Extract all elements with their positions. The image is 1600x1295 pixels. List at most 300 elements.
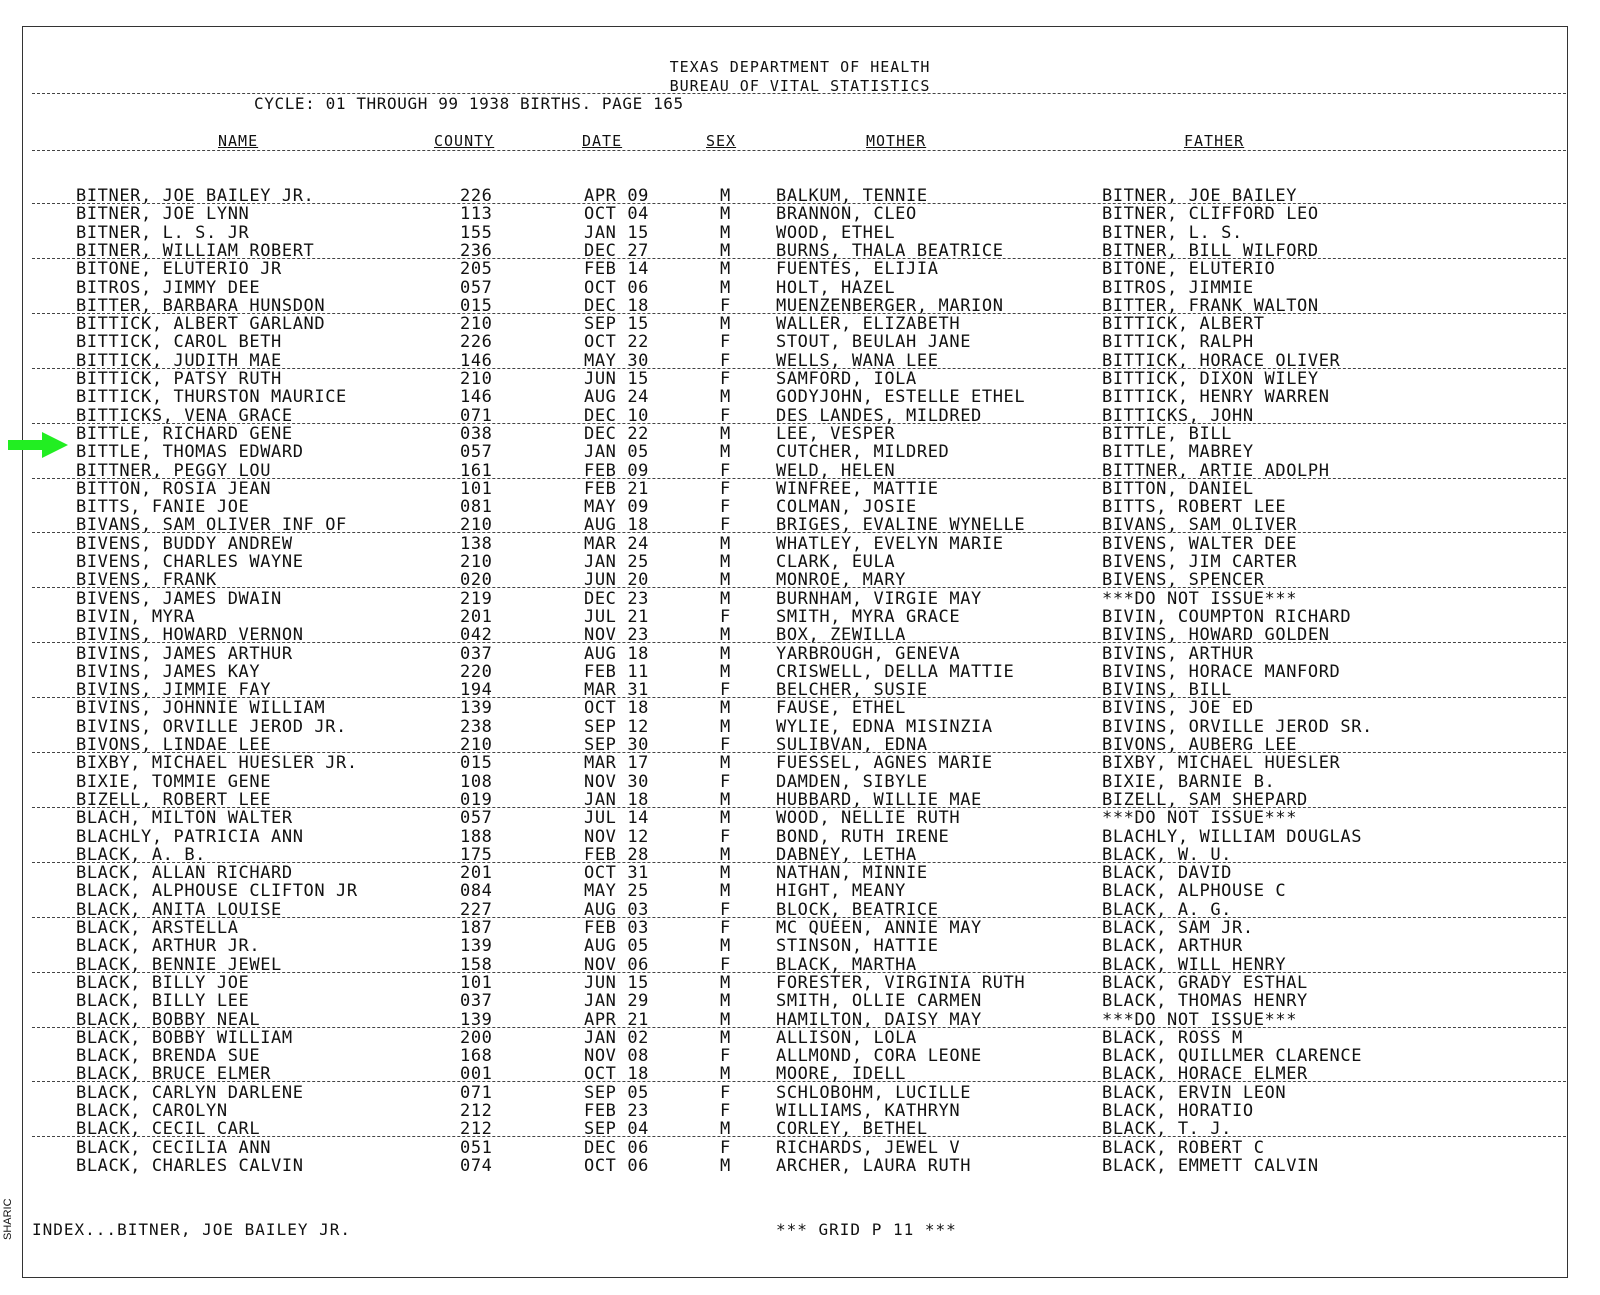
col-header-sex: SEX — [706, 132, 737, 150]
row-name: BITROS, JIMMY DEE — [76, 277, 261, 298]
side-label: SHARIC — [2, 1198, 14, 1240]
row-name: BIXBY, MICHAEL HUESLER JR. — [76, 753, 358, 774]
col-header-county: COUNTY — [434, 132, 495, 150]
row-father: BITTICK, RALPH — [1102, 332, 1254, 353]
row-county: 201 — [460, 863, 493, 884]
cycle-line: CYCLE: 01 THROUGH 99 1938 BIRTHS. PAGE 165 — [254, 94, 684, 113]
row-father: BIVINS, JOE ED — [1102, 698, 1254, 719]
row-sex: M — [720, 222, 731, 243]
row-county: 139 — [460, 698, 493, 719]
row-county: 168 — [460, 1046, 493, 1067]
row-county: 057 — [460, 442, 493, 463]
row-sex: M — [720, 643, 731, 664]
row-father: BIXBY, MICHAEL HUESLER — [1102, 753, 1341, 774]
row-date: FEB 11 — [584, 661, 650, 682]
row-county: 037 — [460, 991, 493, 1012]
row-county: 212 — [460, 1119, 493, 1140]
row-father: BIVENS, SPENCER — [1102, 570, 1265, 591]
row-father: BITTLE, MABREY — [1102, 442, 1254, 463]
row-date: JAN 02 — [584, 1027, 650, 1048]
row-father: BLACK, THOMAS HENRY — [1102, 991, 1308, 1012]
row-sex: M — [720, 1027, 731, 1048]
row-date: JUN 15 — [584, 972, 650, 993]
row-county: 015 — [460, 753, 493, 774]
row-mother: HIGHT, MEANY — [776, 881, 907, 902]
row-mother: SCHLOBOHM, LUCILLE — [776, 1082, 972, 1103]
row-date: FEB 28 — [584, 844, 650, 865]
row-sex: F — [720, 1046, 731, 1067]
row-county: 071 — [460, 405, 493, 426]
row-name: BIVINS, HOWARD VERNON — [76, 625, 304, 646]
row-sex: F — [720, 1082, 731, 1103]
row-mother: CLARK, EULA — [776, 552, 896, 572]
row-mother: FUENTES, ELIJIA — [776, 259, 939, 280]
row-father: ***DO NOT ISSUE*** — [1102, 588, 1298, 609]
row-mother: BLOCK, BEATRICE — [776, 899, 939, 920]
row-name: BLACK, ANITA LOUISE — [76, 899, 282, 920]
row-date: JAN 29 — [584, 991, 650, 1012]
row-father: BLACK, SAM JR. — [1102, 918, 1254, 938]
row-sex: F — [720, 680, 731, 701]
row-name: BITTICKS, VENA GRACE — [76, 405, 293, 426]
footer-grid: *** GRID P 11 *** — [776, 1220, 957, 1239]
row-county: 158 — [460, 954, 493, 975]
row-name: BITTICK, PATSY RUTH — [76, 369, 282, 389]
row-sex: M — [720, 204, 731, 225]
row-county: 210 — [460, 735, 493, 755]
row-name: BLACK, ALPHOUSE CLIFTON JR — [76, 881, 358, 902]
row-sex: M — [720, 259, 731, 280]
row-date: FEB 09 — [584, 460, 650, 481]
row-name: BIVIN, MYRA — [76, 606, 196, 627]
row-name: BLACK, CECIL CARL — [76, 1119, 261, 1140]
row-father: BLACK, W. U. — [1102, 844, 1233, 865]
row-date: DEC 23 — [584, 588, 650, 609]
row-date: NOV 12 — [584, 826, 650, 847]
row-county: 194 — [460, 680, 493, 701]
row-date: JAN 18 — [584, 789, 650, 810]
row-father: BLACK, GRADY ESTHAL — [1102, 972, 1308, 993]
row-county: 146 — [460, 350, 493, 371]
row-date: MAR 17 — [584, 753, 650, 774]
row-mother: MOORE, IDELL — [776, 1064, 907, 1085]
row-mother: MUENZENBERGER, MARION — [776, 295, 1004, 316]
row-date: JUL 21 — [584, 606, 650, 627]
row-name: BLACK, CAROLYN — [76, 1101, 228, 1121]
row-name: BITNER, L. S. JR — [76, 222, 250, 243]
row-mother: SMITH, MYRA GRACE — [776, 606, 961, 627]
row-county: 210 — [460, 314, 493, 335]
row-mother: CRISWELL, DELLA MATTIE — [776, 661, 1015, 682]
row-name: BITTLE, RICHARD GENE — [76, 423, 293, 444]
row-father: BLACK, EMMETT CALVIN — [1102, 1155, 1319, 1176]
row-county: 015 — [460, 295, 493, 316]
row-sex: M — [720, 314, 731, 335]
row-father: BLACK, WILL HENRY — [1102, 954, 1287, 975]
row-father: BITTICK, ALBERT — [1102, 314, 1265, 335]
row-date: NOV 08 — [584, 1046, 650, 1067]
row-sex: M — [720, 533, 731, 554]
row-sex: F — [720, 405, 731, 426]
bureau-title: BUREAU OF VITAL STATISTICS — [669, 77, 931, 95]
row-date: SEP 04 — [584, 1119, 650, 1140]
row-name: BLACK, A. B. — [76, 844, 207, 865]
row-county: 212 — [460, 1101, 493, 1121]
row-mother: STINSON, HATTIE — [776, 936, 939, 957]
row-name: BITTICK, THURSTON MAURICE — [76, 387, 347, 408]
row-mother: BALKUM, TENNIE — [776, 186, 928, 206]
row-date: FEB 14 — [584, 259, 650, 280]
row-name: BLACK, BOBBY NEAL — [76, 1009, 261, 1030]
row-father: BIVINS, HOWARD GOLDEN — [1102, 625, 1330, 646]
row-sex: M — [720, 1009, 731, 1030]
row-sex: M — [720, 936, 731, 957]
col-header-name: NAME — [218, 132, 259, 150]
row-sex: M — [720, 716, 731, 737]
row-name: BITNER, WILLIAM ROBERT — [76, 240, 315, 261]
row-mother: STOUT, BEULAH JANE — [776, 332, 972, 353]
row-date: OCT 18 — [584, 1064, 650, 1085]
row-name: BIVINS, ORVILLE JEROD JR. — [76, 716, 347, 737]
row-mother: WELLS, WANA LEE — [776, 350, 939, 371]
row-name: BIVINS, JAMES KAY — [76, 661, 261, 682]
row-county: 108 — [460, 771, 493, 792]
row-father: BIVONS, AUBERG LEE — [1102, 735, 1298, 755]
row-name: BLACK, BRENDA SUE — [76, 1046, 261, 1067]
row-mother: WYLIE, EDNA MISINZIA — [776, 716, 993, 737]
row-father: BITNER, L. S. — [1102, 222, 1243, 243]
row-mother: BELCHER, SUSIE — [776, 680, 928, 701]
row-sex: F — [720, 497, 731, 518]
row-sex: M — [720, 789, 731, 810]
row-mother: FUESSEL, AGNES MARIE — [776, 753, 993, 774]
row-father: BITTICK, HENRY WARREN — [1102, 387, 1330, 408]
row-name: BIZELL, ROBERT LEE — [76, 789, 272, 810]
row-mother: HOLT, HAZEL — [776, 277, 896, 298]
row-date: NOV 06 — [584, 954, 650, 975]
row-name: BITTICK, JUDITH MAE — [76, 350, 282, 371]
row-name: BITTER, BARBARA HUNSDON — [76, 295, 326, 316]
row-father: BITTON, DANIEL — [1102, 478, 1254, 499]
row-county: 081 — [460, 497, 493, 518]
row-name: BITTICK, CAROL BETH — [76, 332, 282, 353]
row-mother: FAUSE, ETHEL — [776, 698, 907, 719]
row-name: BLACK, BENNIE JEWEL — [76, 954, 282, 975]
row-sex: F — [720, 1137, 731, 1158]
row-county: 219 — [460, 588, 493, 609]
row-county: 236 — [460, 240, 493, 261]
row-name: BIVENS, CHARLES WAYNE — [76, 552, 304, 572]
row-name: BLACK, ARTHUR JR. — [76, 936, 261, 957]
col-header-mother: MOTHER — [866, 132, 927, 150]
row-father: BITROS, JIMMIE — [1102, 277, 1254, 298]
row-county: 074 — [460, 1155, 493, 1176]
row-county: 101 — [460, 478, 493, 499]
row-name: BIVENS, BUDDY ANDREW — [76, 533, 293, 554]
row-county: 201 — [460, 606, 493, 627]
row-mother: WILLIAMS, KATHRYN — [776, 1101, 961, 1121]
row-county: 210 — [460, 552, 493, 572]
row-sex: M — [720, 588, 731, 609]
col-header-date: DATE — [582, 132, 623, 150]
row-mother: DES LANDES, MILDRED — [776, 405, 982, 426]
row-county: 226 — [460, 332, 493, 353]
row-mother: WOOD, NELLIE RUTH — [776, 808, 961, 829]
row-father: BIVINS, HORACE MANFORD — [1102, 661, 1341, 682]
row-name: BLACK, CECILIA ANN — [76, 1137, 272, 1158]
row-mother: WELD, HELEN — [776, 460, 896, 481]
row-sex: F — [720, 954, 731, 975]
row-sex: M — [720, 387, 731, 408]
row-name: BLACK, BRUCE ELMER — [76, 1064, 272, 1085]
row-date: JUN 15 — [584, 369, 650, 389]
row-county: 042 — [460, 625, 493, 646]
row-father: BIVINS, BILL — [1102, 680, 1233, 701]
row-mother: COLMAN, JOSIE — [776, 497, 917, 518]
row-date: OCT 22 — [584, 332, 650, 353]
row-sex: F — [720, 735, 731, 755]
row-date: JAN 25 — [584, 552, 650, 572]
row-date: DEC 10 — [584, 405, 650, 426]
row-mother: BRANNON, CLEO — [776, 204, 917, 225]
row-sex: M — [720, 881, 731, 902]
row-mother: BLACK, MARTHA — [776, 954, 917, 975]
row-father: BLACK, ERVIN LEON — [1102, 1082, 1287, 1103]
row-county: 175 — [460, 844, 493, 865]
row-date: SEP 05 — [584, 1082, 650, 1103]
row-date: DEC 22 — [584, 423, 650, 444]
row-date: MAY 30 — [584, 350, 650, 371]
row-date: OCT 31 — [584, 863, 650, 884]
row-father: BIXIE, BARNIE B. — [1102, 771, 1276, 792]
row-county: 084 — [460, 881, 493, 902]
row-name: BITTICK, ALBERT GARLAND — [76, 314, 326, 335]
row-date: DEC 27 — [584, 240, 650, 261]
row-father: BIZELL, SAM SHEPARD — [1102, 789, 1308, 810]
row-sex: M — [720, 808, 731, 829]
row-date: MAY 25 — [584, 881, 650, 902]
row-date: SEP 15 — [584, 314, 650, 335]
row-father: BLACK, ROBERT C — [1102, 1137, 1265, 1158]
row-sex: M — [720, 423, 731, 444]
row-mother: SULIBVAN, EDNA — [776, 735, 928, 755]
row-name: BLACK, BILLY JOE — [76, 972, 250, 993]
row-sex: M — [720, 277, 731, 298]
row-father: ***DO NOT ISSUE*** — [1102, 1009, 1298, 1030]
row-date: OCT 06 — [584, 1155, 650, 1176]
row-date: OCT 18 — [584, 698, 650, 719]
row-county: 227 — [460, 899, 493, 920]
row-father: BLACK, A. G. — [1102, 899, 1233, 920]
row-name: BITTON, ROSIA JEAN — [76, 478, 272, 499]
row-name: BLACK, ALLAN RICHARD — [76, 863, 293, 884]
row-name: BIVINS, JOHNNIE WILLIAM — [76, 698, 326, 719]
row-father: BITTER, FRANK WALTON — [1102, 295, 1319, 316]
row-name: BLACK, CARLYN DARLENE — [76, 1082, 304, 1103]
row-name: BLACHLY, PATRICIA ANN — [76, 826, 304, 847]
row-county: 051 — [460, 1137, 493, 1158]
row-sex: M — [720, 1119, 731, 1140]
row-county: 139 — [460, 1009, 493, 1030]
row-sex: F — [720, 1101, 731, 1121]
row-father: BITONE, ELUTERIO — [1102, 259, 1276, 280]
row-sex: M — [720, 698, 731, 719]
row-father: BLACK, ARTHUR — [1102, 936, 1243, 957]
row-county: 138 — [460, 533, 493, 554]
row-mother: ALLMOND, CORA LEONE — [776, 1046, 982, 1067]
row-county: 101 — [460, 972, 493, 993]
row-father: BIVINS, ARTHUR — [1102, 643, 1254, 664]
row-county: 200 — [460, 1027, 493, 1048]
row-name: BLACK, ARSTELLA — [76, 918, 239, 938]
row-name: BITTLE, THOMAS EDWARD — [76, 442, 304, 463]
row-name: BITNER, JOE BAILEY JR. — [76, 186, 315, 206]
row-mother: BOX, ZEWILLA — [776, 625, 907, 646]
row-father: BITNER, JOE BAILEY — [1102, 186, 1298, 206]
row-county: 205 — [460, 259, 493, 280]
row-date: JUL 14 — [584, 808, 650, 829]
row-date: AUG 18 — [584, 515, 650, 536]
row-father: BITTNER, ARTIE ADOLPH — [1102, 460, 1330, 481]
row-sex: M — [720, 570, 731, 591]
row-name: BIVENS, JAMES DWAIN — [76, 588, 282, 609]
row-name: BLACK, BOBBY WILLIAM — [76, 1027, 293, 1048]
row-county: 146 — [460, 387, 493, 408]
row-sex: M — [720, 753, 731, 774]
row-sex: M — [720, 1064, 731, 1085]
row-date: JUN 20 — [584, 570, 650, 591]
row-date: NOV 23 — [584, 625, 650, 646]
row-sex: M — [720, 844, 731, 865]
row-date: SEP 12 — [584, 716, 650, 737]
department-title: TEXAS DEPARTMENT OF HEALTH — [669, 58, 931, 76]
row-county: 210 — [460, 369, 493, 389]
row-father: BIVANS, SAM OLIVER — [1102, 515, 1298, 536]
row-mother: NATHAN, MINNIE — [776, 863, 928, 884]
row-county: 057 — [460, 277, 493, 298]
row-mother: HUBBARD, WILLIE MAE — [776, 789, 982, 810]
row-name: BIXIE, TOMMIE GENE — [76, 771, 272, 792]
row-name: BITTS, FANIE JOE — [76, 497, 250, 518]
footer-index: INDEX...BITNER, JOE BAILEY JR. — [32, 1220, 351, 1239]
row-mother: ARCHER, LAURA RUTH — [776, 1155, 972, 1176]
row-father: BLACK, QUILLMER CLARENCE — [1102, 1046, 1363, 1067]
row-name: BITNER, JOE LYNN — [76, 204, 250, 225]
row-sex: F — [720, 515, 731, 536]
row-county: 187 — [460, 918, 493, 938]
row-sex: F — [720, 826, 731, 847]
row-name: BIVANS, SAM OLIVER INF OF — [76, 515, 347, 536]
row-mother: MONROE, MARY — [776, 570, 907, 591]
row-date: MAR 31 — [584, 680, 650, 701]
row-county: 019 — [460, 789, 493, 810]
row-sex: F — [720, 478, 731, 499]
row-name: BLACK, BILLY LEE — [76, 991, 250, 1012]
row-mother: WHATLEY, EVELYN MARIE — [776, 533, 1004, 554]
row-father: BLACK, ROSS M — [1102, 1027, 1243, 1048]
row-mother: RICHARDS, JEWEL V — [776, 1137, 961, 1158]
row-father: BLACK, DAVID — [1102, 863, 1233, 884]
row-sex: F — [720, 295, 731, 316]
row-mother: DABNEY, LETHA — [776, 844, 917, 865]
row-county: 226 — [460, 186, 493, 206]
row-county: 113 — [460, 204, 493, 225]
row-date: JAN 05 — [584, 442, 650, 463]
row-father: BITTLE, BILL — [1102, 423, 1233, 444]
row-father: ***DO NOT ISSUE*** — [1102, 808, 1298, 829]
row-sex: F — [720, 899, 731, 920]
row-mother: SMITH, OLLIE CARMEN — [776, 991, 982, 1012]
row-father: BITTICK, DIXON WILEY — [1102, 369, 1319, 389]
row-name: BITTNER, PEGGY LOU — [76, 460, 272, 481]
row-mother: MC QUEEN, ANNIE MAY — [776, 918, 982, 938]
row-county: 210 — [460, 515, 493, 536]
row-mother: BURNS, THALA BEATRICE — [776, 240, 1004, 261]
row-mother: BURNHAM, VIRGIE MAY — [776, 588, 982, 609]
row-father: BLACK, HORATIO — [1102, 1101, 1254, 1121]
row-father: BITTS, ROBERT LEE — [1102, 497, 1287, 518]
row-sex: M — [720, 863, 731, 884]
row-county: 037 — [460, 643, 493, 664]
row-county: 038 — [460, 423, 493, 444]
row-mother: WINFREE, MATTIE — [776, 478, 939, 499]
row-date: FEB 21 — [584, 478, 650, 499]
row-father: BLACK, HORACE ELMER — [1102, 1064, 1308, 1085]
row-name: BLACK, CHARLES CALVIN — [76, 1155, 304, 1176]
row-sex: M — [720, 442, 731, 463]
row-date: NOV 30 — [584, 771, 650, 792]
row-sex: M — [720, 972, 731, 993]
row-mother: FORESTER, VIRGINIA RUTH — [776, 972, 1026, 993]
row-mother: CUTCHER, MILDRED — [776, 442, 950, 463]
row-date: DEC 06 — [584, 1137, 650, 1158]
row-mother: SAMFORD, IOLA — [776, 369, 917, 389]
row-date: APR 21 — [584, 1009, 650, 1030]
row-date: APR 09 — [584, 186, 650, 206]
row-sex: M — [720, 186, 731, 206]
row-date: FEB 23 — [584, 1101, 650, 1121]
row-mother: WALLER, ELIZABETH — [776, 314, 961, 335]
row-county: 155 — [460, 222, 493, 243]
row-county: 161 — [460, 460, 493, 481]
row-date: AUG 03 — [584, 899, 650, 920]
row-mother: BOND, RUTH IRENE — [776, 826, 950, 847]
row-date: MAR 24 — [584, 533, 650, 554]
row-date: AUG 05 — [584, 936, 650, 957]
row-sex: M — [720, 625, 731, 646]
row-date: OCT 06 — [584, 277, 650, 298]
row-date: DEC 18 — [584, 295, 650, 316]
row-father: BIVINS, ORVILLE JEROD SR. — [1102, 716, 1373, 737]
row-county: 071 — [460, 1082, 493, 1103]
row-name: BIVONS, LINDAE LEE — [76, 735, 272, 755]
row-father: BIVENS, WALTER DEE — [1102, 533, 1298, 554]
row-name: BIVENS, FRANK — [76, 570, 217, 591]
row-county: 139 — [460, 936, 493, 957]
row-date: AUG 24 — [584, 387, 650, 408]
row-father: BITNER, BILL WILFORD — [1102, 240, 1319, 261]
row-father: BLACK, T. J. — [1102, 1119, 1233, 1140]
row-date: AUG 18 — [584, 643, 650, 664]
row-mother: BRIGES, EVALINE WYNELLE — [776, 515, 1026, 536]
row-sex: M — [720, 1155, 731, 1176]
row-sex: F — [720, 350, 731, 371]
row-name: BITONE, ELUTERIO JR — [76, 259, 282, 280]
row-sex: F — [720, 332, 731, 353]
row-name: BIVINS, JAMES ARTHUR — [76, 643, 293, 664]
row-mother: LEE, VESPER — [776, 423, 896, 444]
row-date: FEB 03 — [584, 918, 650, 938]
